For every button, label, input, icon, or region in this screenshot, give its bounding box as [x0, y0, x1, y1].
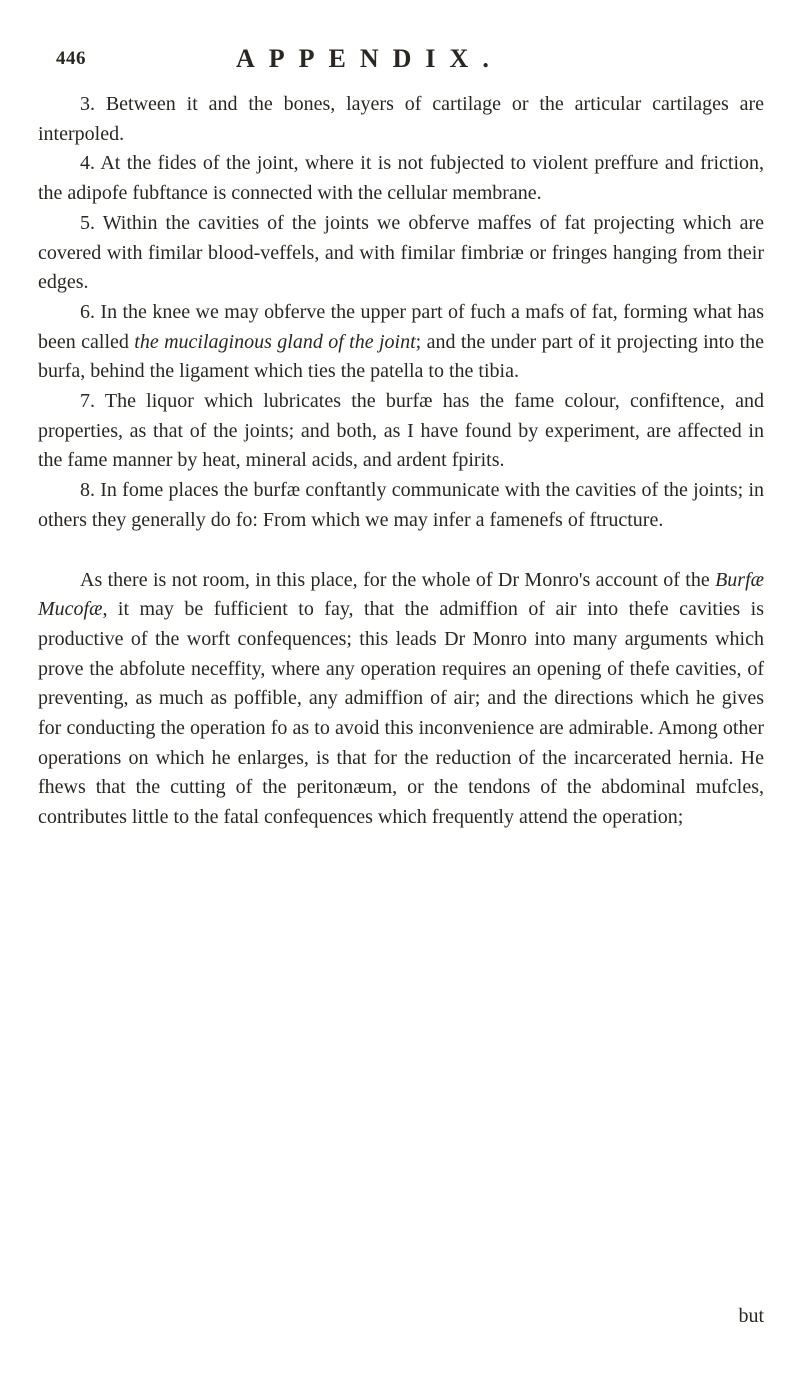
- catchword: but: [738, 1305, 764, 1327]
- paragraph-9-text-end: , it may be fufficient to fay, that the admiffion of air into thefe cavities is productive of the worft confequences; this leads Dr Monro into many arguments which prove the abfolute neceffity, where any operation requires an opening of thefe cavities, of preventing, as much as poffible, any admiffion of air; and the directions which he gives for conducting the operation fo as to avoid this inconvenience are admirable. Among other operations on which he enlarges, is that for the reduction of the incarcerated hernia. He fhews that the cutting of the peritonæum, or the tendons of the abdominal mufcles, contributes little to the fatal confequences which frequently attend the operation;: [38, 598, 764, 829]
- paragraph-6: [38, 298, 764, 387]
- running-title: APPENDIX.: [236, 44, 503, 73]
- paragraph-3: 3. Between it and the bones, layers of cartilage or the articular cartilages are interpoled.: [38, 93, 764, 145]
- paragraph-7: 7. The liquor which lubricates the burfæ has the fame colour, confiftence, and properties, as that of the joints; and both, as I have found by experiment, are affected in the fame manner by heat, mineral acids, and ardent fpirits.: [38, 390, 764, 472]
- paragraph-9: [38, 566, 764, 833]
- paragraph-6-text-end: ; and the under part of it projecting into the burfa, behind the ligament which ties the patella to the tibia.: [38, 330, 765, 383]
- paragraph-8: 8. In fome places the burfæ conftantly communicate with the cavities of the joints; in others they generally do fo: From which we may infer a famenefs of ftructure.: [38, 479, 764, 531]
- paragraph-6-italic-term: the mucilaginous gland of the joint: [134, 330, 416, 353]
- page-header: [56, 44, 756, 84]
- page-number: 446: [56, 48, 86, 69]
- body-text: [38, 90, 764, 833]
- paragraph-9-text-start: As there is not room, in this place, for the whole of Dr Monro's account of the: [80, 568, 716, 591]
- paragraph-6-text-start: 6. In the knee we may obferve the upper part of fuch a mafs of fat, forming what has been called: [38, 300, 764, 353]
- paragraph-5: 5. Within the cavities of the joints we obferve maffes of fat projecting which are covered with fimilar blood-veffels, and with fimilar fimbriæ or fringes hanging from their edges.: [38, 211, 764, 294]
- paragraph-4: 4. At the fides of the joint, where it is not fubjected to violent preffure and friction, the adipofe fubftance is connected with the cellular membrane.: [38, 152, 764, 205]
- paragraph-9-italic-term: Burfæ Mucofæ: [38, 568, 764, 621]
